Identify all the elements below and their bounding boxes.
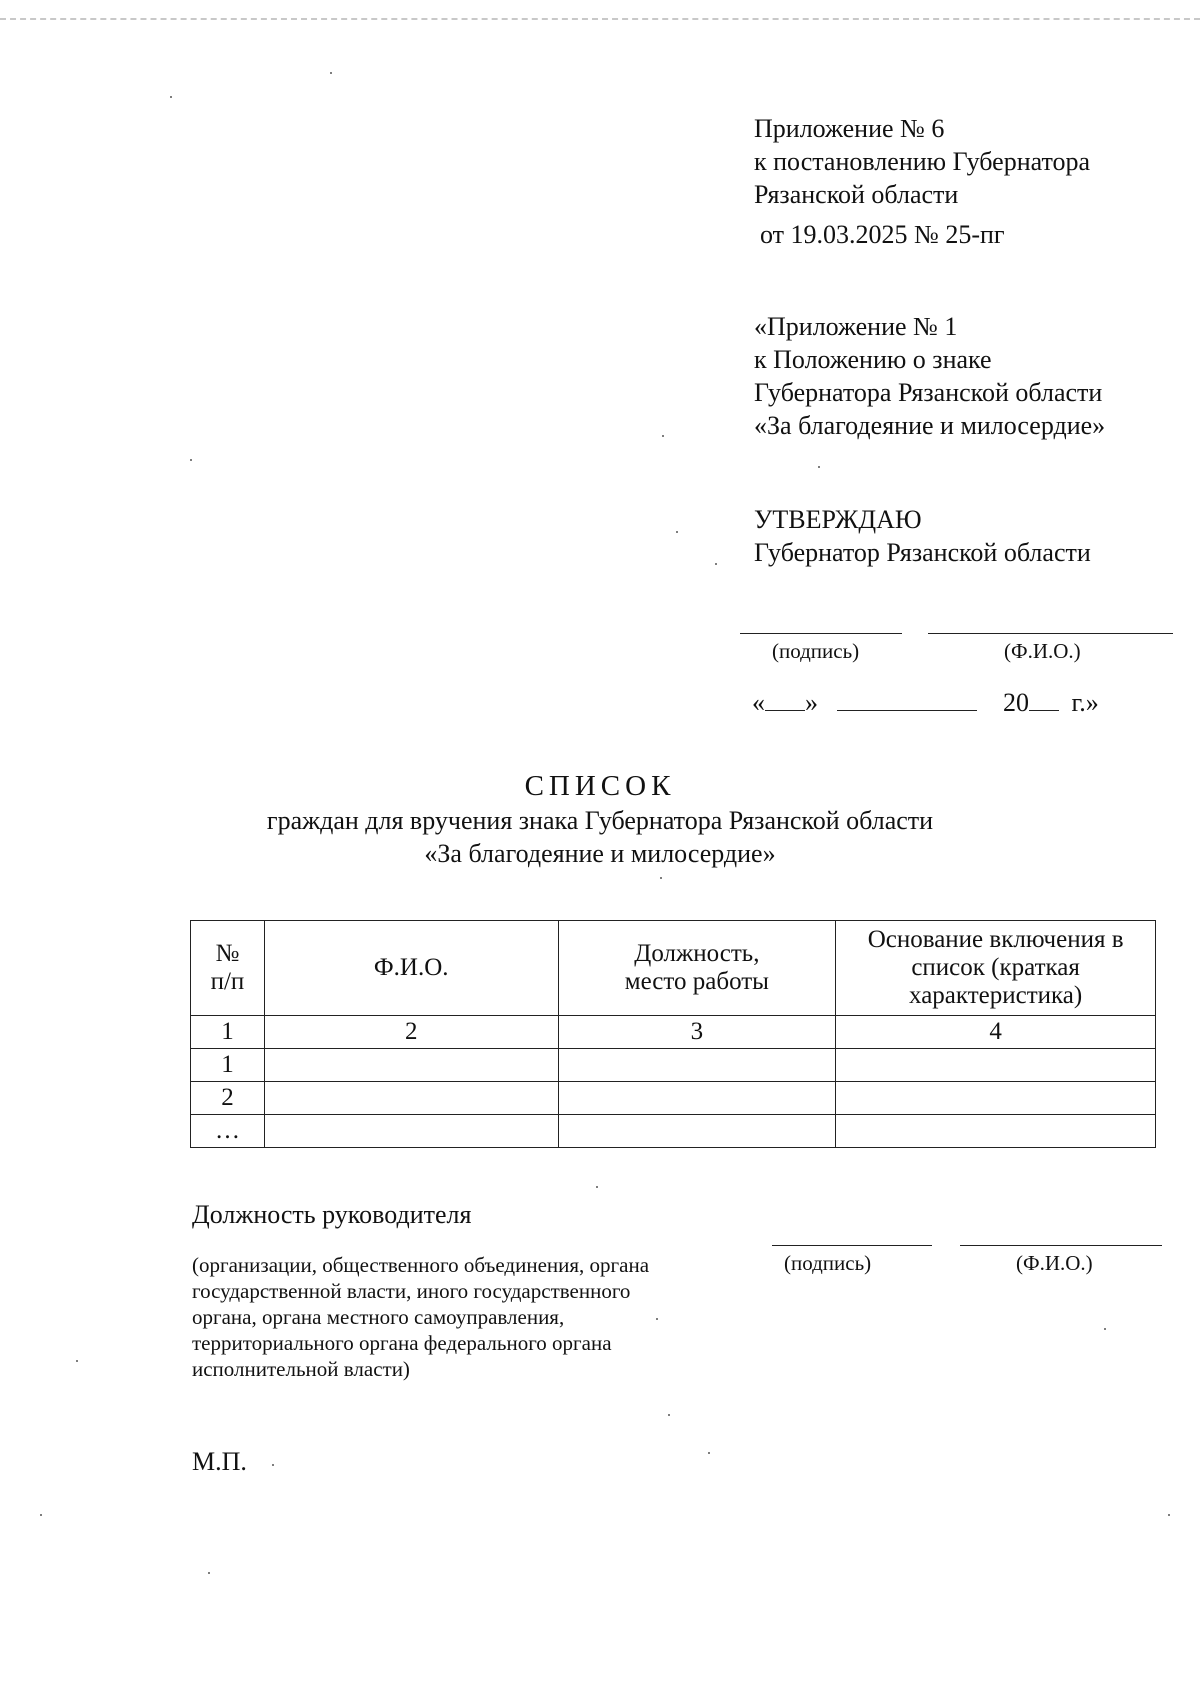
approve-block [754, 503, 1091, 569]
table-row [191, 1115, 1156, 1148]
head-fio-caption: (Ф.И.О.) [1016, 1251, 1093, 1275]
table-cell: 3 [558, 1016, 836, 1049]
note-line: (организации, общественного объединения, органа [192, 1253, 650, 1277]
document-subtitle-line-2: «За благодеяние и милосердие» [424, 839, 776, 868]
day-blank [765, 688, 805, 711]
appendix-line: к постановлению Губернатора [754, 147, 1091, 176]
date-quote-close: » [805, 688, 818, 717]
table-cell: 2 [264, 1016, 558, 1049]
head-position-note [192, 1252, 649, 1382]
table-cell [264, 1115, 558, 1148]
seal-mark: М.П. [192, 1447, 247, 1476]
year-blank [1029, 688, 1059, 711]
header-line: № [215, 940, 240, 967]
scan-speck [330, 72, 332, 74]
table-cell [836, 1049, 1156, 1082]
document-subtitle-line-1: граждан для вручения знака Губернатора Рязанской области [266, 806, 934, 835]
scan-speck [76, 1360, 78, 1362]
scan-speck [272, 1464, 274, 1466]
table-cell [558, 1115, 836, 1148]
header-number [191, 921, 265, 1016]
governor-fio-caption: (Ф.И.О.) [1004, 639, 1081, 663]
governor-signature-caption: (подпись) [772, 639, 860, 663]
scan-speck [596, 1186, 598, 1188]
header-line: характеристика) [909, 982, 1083, 1009]
table-cell: 1 [191, 1049, 265, 1082]
head-signature-line [772, 1245, 932, 1246]
inner-appendix-line: «За благодеяние и милосердие» [754, 411, 1106, 440]
table-cell: 2 [191, 1082, 265, 1115]
header-line: Основание включения в [867, 926, 1124, 953]
table-cell [558, 1082, 836, 1115]
scan-speck [40, 1514, 42, 1516]
governor-fio-line [928, 633, 1173, 634]
scan-speck [660, 877, 662, 879]
governor-signature-line [740, 633, 902, 634]
table-cell [836, 1082, 1156, 1115]
header-line: Ф.И.О. [373, 954, 449, 981]
header-line: место работы [624, 968, 769, 995]
table-cell [836, 1115, 1156, 1148]
approval-date-row [752, 688, 1099, 718]
date-quote-open: « [752, 688, 765, 717]
head-position-title: Должность руководителя [192, 1200, 472, 1229]
header-position [558, 921, 836, 1016]
scan-speck [818, 466, 820, 468]
scan-speck [170, 96, 172, 98]
inner-appendix-block [754, 310, 1105, 442]
note-line: органа, органа местного самоуправления, [192, 1305, 565, 1329]
table-header-row [191, 921, 1156, 1016]
scan-speck [676, 531, 678, 533]
header-basis [836, 921, 1156, 1016]
header-line: п/п [210, 968, 245, 995]
scan-speck [208, 1572, 210, 1574]
citizens-list-table [190, 920, 1156, 1148]
year-suffix: г.» [1071, 688, 1099, 717]
document-title: СПИСОК [524, 770, 676, 802]
header-fio [264, 921, 558, 1016]
header-line: Должность, [634, 940, 760, 967]
scan-speck [1104, 1328, 1106, 1330]
table-cell [264, 1082, 558, 1115]
head-fio-line [960, 1245, 1162, 1246]
scan-speck [668, 1414, 670, 1416]
year-prefix: 20 [1003, 688, 1029, 717]
table-cell [264, 1049, 558, 1082]
note-line: государственной власти, иного государственного [192, 1279, 631, 1303]
inner-appendix-line: «Приложение № 1 [754, 312, 958, 341]
approve-subject: Губернатор Рязанской области [754, 538, 1091, 567]
inner-appendix-line: к Положению о знаке [754, 345, 992, 374]
note-line: исполнительной власти) [192, 1357, 410, 1381]
inner-appendix-line: Губернатора Рязанской области [754, 378, 1103, 407]
appendix-block [754, 112, 1090, 211]
table-row [191, 1082, 1156, 1115]
scan-speck [1168, 1514, 1170, 1516]
header-line: список (краткая [911, 954, 1080, 981]
table-row [191, 1049, 1156, 1082]
approve-heading: УТВЕРЖДАЮ [754, 505, 922, 534]
appendix-date: от 19.03.2025 № 25-пг [760, 220, 1005, 249]
scan-speck [656, 1318, 658, 1320]
table-cell: 4 [836, 1016, 1156, 1049]
scan-speck [708, 1452, 710, 1454]
month-blank [837, 688, 977, 711]
note-line: территориального органа федерального органа [192, 1331, 612, 1355]
appendix-line: Рязанской области [754, 180, 959, 209]
table-cell: 1 [191, 1016, 265, 1049]
table-cell: … [191, 1115, 265, 1148]
scan-speck [190, 459, 192, 461]
table-row [191, 1016, 1156, 1049]
table-cell [558, 1049, 836, 1082]
head-signature-caption: (подпись) [784, 1251, 872, 1275]
scan-top-border [0, 18, 1200, 20]
appendix-line: Приложение № 6 [754, 114, 945, 143]
scan-speck [715, 563, 717, 565]
scan-speck [662, 435, 664, 437]
